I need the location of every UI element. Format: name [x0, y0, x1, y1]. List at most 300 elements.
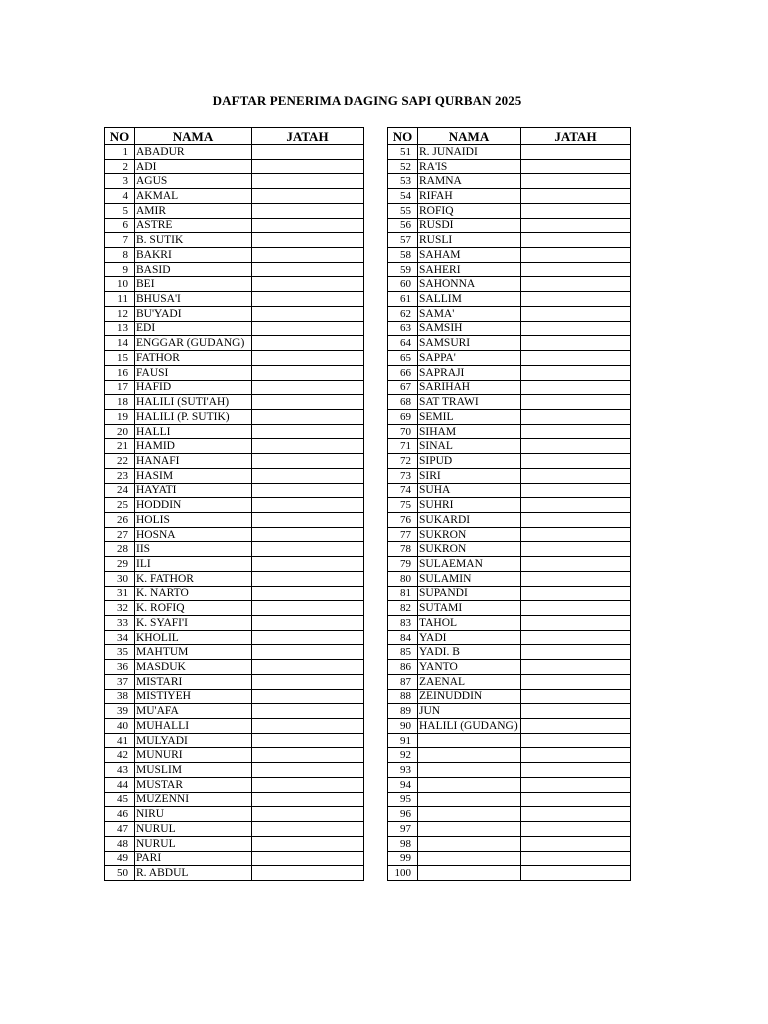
row-number: 43 [105, 763, 135, 778]
jatah-cell [521, 866, 631, 881]
row-number: 93 [388, 763, 418, 778]
row-number: 100 [388, 866, 418, 881]
jatah-cell [521, 674, 631, 689]
recipient-name: SULAMIN [418, 571, 521, 586]
row-number: 69 [388, 409, 418, 424]
table-body-left [105, 145, 364, 881]
jatah-cell [521, 321, 631, 336]
recipient-name: YADI [418, 630, 521, 645]
table-row [388, 262, 631, 277]
recipient-name: HALLI [135, 424, 252, 439]
row-number: 59 [388, 262, 418, 277]
jatah-cell [521, 395, 631, 410]
table-row [105, 159, 364, 174]
recipient-name: HAMID [135, 439, 252, 454]
jatah-cell [252, 645, 364, 660]
recipient-name: MU'AFA [135, 704, 252, 719]
jatah-cell [521, 174, 631, 189]
row-number: 1 [105, 145, 135, 160]
jatah-cell [252, 248, 364, 263]
row-number: 57 [388, 233, 418, 248]
recipient-name: B. SUTIK [135, 233, 252, 248]
row-number: 27 [105, 527, 135, 542]
row-number: 31 [105, 586, 135, 601]
table-row [105, 645, 364, 660]
jatah-cell [252, 262, 364, 277]
row-number: 28 [105, 542, 135, 557]
row-number: 71 [388, 439, 418, 454]
table-row [105, 468, 364, 483]
jatah-cell [252, 527, 364, 542]
recipient-name: SUKARDI [418, 512, 521, 527]
row-number: 58 [388, 248, 418, 263]
row-number: 81 [388, 586, 418, 601]
row-number: 86 [388, 660, 418, 675]
jatah-cell [521, 645, 631, 660]
table-row [388, 454, 631, 469]
recipient-name: SAMSIH [418, 321, 521, 336]
row-number: 39 [105, 704, 135, 719]
row-number: 56 [388, 218, 418, 233]
row-number: 64 [388, 336, 418, 351]
row-number: 25 [105, 498, 135, 513]
table-row [388, 365, 631, 380]
recipient-name: SEMIL [418, 409, 521, 424]
recipient-name: K. ROFIQ [135, 601, 252, 616]
table-row [105, 498, 364, 513]
recipient-name: NIRU [135, 807, 252, 822]
recipient-name: SIPUD [418, 454, 521, 469]
recipient-name: FATHOR [135, 351, 252, 366]
recipient-name: RA'IS [418, 159, 521, 174]
recipient-name: HANAFI [135, 454, 252, 469]
table-row [388, 866, 631, 881]
recipient-name: SAMA' [418, 306, 521, 321]
jatah-cell [252, 409, 364, 424]
table-row [388, 586, 631, 601]
jatah-cell [521, 424, 631, 439]
jatah-cell [252, 468, 364, 483]
recipient-name [418, 777, 521, 792]
row-number: 6 [105, 218, 135, 233]
row-number: 92 [388, 748, 418, 763]
table-row [388, 616, 631, 631]
row-number: 22 [105, 454, 135, 469]
jatah-cell [521, 586, 631, 601]
recipient-name: SULAEMAN [418, 557, 521, 572]
row-number: 52 [388, 159, 418, 174]
table-row [388, 792, 631, 807]
table-header-row [105, 128, 364, 145]
jatah-cell [521, 365, 631, 380]
table-row [388, 218, 631, 233]
table-row [388, 851, 631, 866]
recipient-name: KHOLIL [135, 630, 252, 645]
jatah-cell [521, 292, 631, 307]
row-number: 26 [105, 512, 135, 527]
table-row [105, 586, 364, 601]
table-row [388, 409, 631, 424]
recipient-name: HALILI (SUTI'AH) [135, 395, 252, 410]
table-row [105, 704, 364, 719]
jatah-cell [252, 159, 364, 174]
recipient-name: K. FATHOR [135, 571, 252, 586]
jatah-cell [521, 189, 631, 204]
row-number: 46 [105, 807, 135, 822]
jatah-cell [521, 763, 631, 778]
row-number: 36 [105, 660, 135, 675]
table-row [105, 777, 364, 792]
jatah-cell [521, 660, 631, 675]
recipient-name [418, 851, 521, 866]
jatah-cell [252, 733, 364, 748]
row-number: 80 [388, 571, 418, 586]
jatah-cell [252, 660, 364, 675]
table-row [105, 527, 364, 542]
recipient-name: SAHAM [418, 248, 521, 263]
recipient-name: TAHOL [418, 616, 521, 631]
recipient-name: SUPANDI [418, 586, 521, 601]
recipient-name: SALLIM [418, 292, 521, 307]
recipient-name: MAHTUM [135, 645, 252, 660]
jatah-cell [252, 542, 364, 557]
jatah-cell [252, 498, 364, 513]
table-row [388, 336, 631, 351]
row-number: 45 [105, 792, 135, 807]
row-number: 61 [388, 292, 418, 307]
header-jatah: JATAH [521, 128, 631, 145]
recipient-name: RUSDI [418, 218, 521, 233]
row-number: 82 [388, 601, 418, 616]
recipient-name [418, 807, 521, 822]
recipient-name: MUNURI [135, 748, 252, 763]
row-number: 10 [105, 277, 135, 292]
row-number: 48 [105, 836, 135, 851]
row-number: 41 [105, 733, 135, 748]
recipient-name: HODDIN [135, 498, 252, 513]
row-number: 79 [388, 557, 418, 572]
recipient-name: BASID [135, 262, 252, 277]
jatah-cell [521, 733, 631, 748]
table-body-right [388, 145, 631, 881]
row-number: 85 [388, 645, 418, 660]
table-row [388, 203, 631, 218]
jatah-cell [521, 851, 631, 866]
jatah-cell [521, 792, 631, 807]
table-row [388, 719, 631, 734]
recipient-name: HOSNA [135, 527, 252, 542]
jatah-cell [521, 571, 631, 586]
jatah-cell [252, 763, 364, 778]
header-nama: NAMA [135, 128, 252, 145]
table-row [388, 306, 631, 321]
table-row [105, 571, 364, 586]
jatah-cell [521, 807, 631, 822]
row-number: 42 [105, 748, 135, 763]
jatah-cell [252, 380, 364, 395]
table-row [105, 483, 364, 498]
jatah-cell [252, 292, 364, 307]
table-row [388, 704, 631, 719]
table-row [105, 336, 364, 351]
table-row [388, 395, 631, 410]
recipient-name: IIS [135, 542, 252, 557]
jatah-cell [252, 601, 364, 616]
table-row [388, 321, 631, 336]
recipient-name: BHUSA'I [135, 292, 252, 307]
recipient-name: AKMAL [135, 189, 252, 204]
row-number: 32 [105, 601, 135, 616]
jatah-cell [521, 630, 631, 645]
jatah-cell [252, 483, 364, 498]
row-number: 9 [105, 262, 135, 277]
row-number: 47 [105, 822, 135, 837]
row-number: 29 [105, 557, 135, 572]
table-row [105, 866, 364, 881]
recipient-name: YADI. B [418, 645, 521, 660]
jatah-cell [521, 380, 631, 395]
row-number: 8 [105, 248, 135, 263]
row-number: 35 [105, 645, 135, 660]
recipient-name: SIHAM [418, 424, 521, 439]
row-number: 78 [388, 542, 418, 557]
row-number: 70 [388, 424, 418, 439]
recipient-name: SAHONNA [418, 277, 521, 292]
recipient-name: SUHA [418, 483, 521, 498]
row-number: 94 [388, 777, 418, 792]
jatah-cell [521, 262, 631, 277]
jatah-cell [252, 233, 364, 248]
jatah-cell [252, 571, 364, 586]
table-row [105, 822, 364, 837]
jatah-cell [252, 336, 364, 351]
jatah-cell [521, 512, 631, 527]
row-number: 5 [105, 203, 135, 218]
recipient-name [418, 733, 521, 748]
table-row [388, 233, 631, 248]
row-number: 44 [105, 777, 135, 792]
recipient-name: SUKRON [418, 527, 521, 542]
jatah-cell [521, 218, 631, 233]
table-row [388, 277, 631, 292]
row-number: 89 [388, 704, 418, 719]
table-row [388, 174, 631, 189]
table-row [105, 601, 364, 616]
recipient-name: HALILI (GUDANG) [418, 719, 521, 734]
table-row [105, 616, 364, 631]
recipient-name: MISTIYEH [135, 689, 252, 704]
jatah-cell [521, 306, 631, 321]
header-jatah: JATAH [252, 128, 364, 145]
recipient-name: HOLIS [135, 512, 252, 527]
jatah-cell [252, 792, 364, 807]
table-row [105, 277, 364, 292]
table-row [105, 454, 364, 469]
row-number: 73 [388, 468, 418, 483]
recipient-name: NURUL [135, 822, 252, 837]
table-row [388, 777, 631, 792]
jatah-cell [521, 836, 631, 851]
table-row [388, 292, 631, 307]
row-number: 75 [388, 498, 418, 513]
row-number: 60 [388, 277, 418, 292]
recipient-name: ZAENAL [418, 674, 521, 689]
jatah-cell [521, 454, 631, 469]
jatah-cell [521, 483, 631, 498]
table-row [105, 306, 364, 321]
recipient-name: SARIHAH [418, 380, 521, 395]
table-row [105, 748, 364, 763]
recipient-name: ADI [135, 159, 252, 174]
table-row [388, 807, 631, 822]
row-number: 91 [388, 733, 418, 748]
jatah-cell [521, 336, 631, 351]
recipient-name [418, 792, 521, 807]
row-number: 68 [388, 395, 418, 410]
jatah-cell [521, 351, 631, 366]
jatah-cell [252, 424, 364, 439]
table-row [388, 145, 631, 160]
row-number: 88 [388, 689, 418, 704]
row-number: 98 [388, 836, 418, 851]
recipient-name: SUHRI [418, 498, 521, 513]
recipient-name: SAHERI [418, 262, 521, 277]
table-row [388, 498, 631, 513]
table-row [388, 527, 631, 542]
row-number: 51 [388, 145, 418, 160]
row-number: 97 [388, 822, 418, 837]
row-number: 3 [105, 174, 135, 189]
jatah-cell [521, 439, 631, 454]
recipient-name: ROFIQ [418, 203, 521, 218]
recipient-name: SAPRAJI [418, 365, 521, 380]
table-row [105, 542, 364, 557]
recipient-name: SAT TRAWI [418, 395, 521, 410]
table-row [105, 439, 364, 454]
jatah-cell [252, 616, 364, 631]
table-row [105, 189, 364, 204]
table-row [105, 512, 364, 527]
table-row [388, 159, 631, 174]
recipient-name: BEI [135, 277, 252, 292]
recipient-name: SAPPA' [418, 351, 521, 366]
recipient-name: FAUSI [135, 365, 252, 380]
table-row [105, 321, 364, 336]
table-row [388, 660, 631, 675]
table-row [105, 233, 364, 248]
table-row [388, 248, 631, 263]
recipient-name: ENGGAR (GUDANG) [135, 336, 252, 351]
table-row [388, 571, 631, 586]
row-number: 76 [388, 512, 418, 527]
jatah-cell [252, 145, 364, 160]
row-number: 24 [105, 483, 135, 498]
row-number: 72 [388, 454, 418, 469]
recipient-table-right [387, 127, 631, 881]
recipient-name: BU'YADI [135, 306, 252, 321]
table-row [388, 601, 631, 616]
row-number: 53 [388, 174, 418, 189]
row-number: 63 [388, 321, 418, 336]
recipient-name: SUTAMI [418, 601, 521, 616]
row-number: 74 [388, 483, 418, 498]
row-number: 37 [105, 674, 135, 689]
row-number: 33 [105, 616, 135, 631]
table-row [105, 380, 364, 395]
recipient-name: ILI [135, 557, 252, 572]
recipient-name: MUSTAR [135, 777, 252, 792]
table-row [105, 145, 364, 160]
table-row [388, 424, 631, 439]
recipient-name: AGUS [135, 174, 252, 189]
jatah-cell [252, 822, 364, 837]
row-number: 15 [105, 351, 135, 366]
row-number: 95 [388, 792, 418, 807]
recipient-name: NURUL [135, 836, 252, 851]
jatah-cell [521, 601, 631, 616]
jatah-cell [252, 189, 364, 204]
jatah-cell [252, 807, 364, 822]
jatah-cell [521, 277, 631, 292]
table-row [105, 248, 364, 263]
jatah-cell [252, 851, 364, 866]
row-number: 96 [388, 807, 418, 822]
row-number: 4 [105, 189, 135, 204]
table-row [388, 189, 631, 204]
row-number: 38 [105, 689, 135, 704]
header-no: NO [388, 128, 418, 145]
recipient-name [418, 748, 521, 763]
recipient-name: BAKRI [135, 248, 252, 263]
recipient-name: YANTO [418, 660, 521, 675]
jatah-cell [252, 203, 364, 218]
table-row [105, 351, 364, 366]
recipient-name: HALILI (P. SUTIK) [135, 409, 252, 424]
recipient-name: MUZENNI [135, 792, 252, 807]
recipient-name: SIRI [418, 468, 521, 483]
jatah-cell [521, 527, 631, 542]
jatah-cell [521, 748, 631, 763]
row-number: 18 [105, 395, 135, 410]
jatah-cell [252, 439, 364, 454]
row-number: 66 [388, 365, 418, 380]
recipient-name: EDI [135, 321, 252, 336]
table-row [105, 365, 364, 380]
recipient-name: MUSLIM [135, 763, 252, 778]
table-row [388, 542, 631, 557]
page-title: DAFTAR PENERIMA DAGING SAPI QURBAN 2025 [212, 93, 522, 108]
table-row [388, 763, 631, 778]
row-number: 30 [105, 571, 135, 586]
table-row [388, 483, 631, 498]
recipient-name: AMIR [135, 203, 252, 218]
recipient-name: K. NARTO [135, 586, 252, 601]
jatah-cell [252, 704, 364, 719]
row-number: 14 [105, 336, 135, 351]
jatah-cell [521, 719, 631, 734]
table-row [105, 851, 364, 866]
table-row [105, 262, 364, 277]
recipient-name: MISTARI [135, 674, 252, 689]
jatah-cell [521, 468, 631, 483]
recipient-name: ABADUR [135, 145, 252, 160]
row-number: 20 [105, 424, 135, 439]
jatah-cell [252, 777, 364, 792]
jatah-cell [252, 866, 364, 881]
table-row [105, 409, 364, 424]
row-number: 11 [105, 292, 135, 307]
row-number: 23 [105, 468, 135, 483]
